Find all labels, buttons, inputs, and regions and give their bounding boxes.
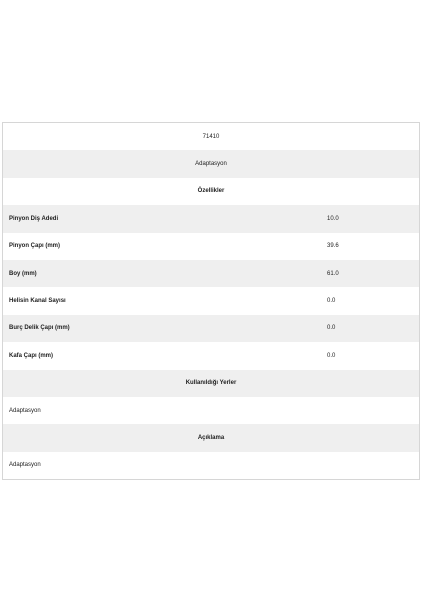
usage-text-row [3, 397, 419, 424]
spec-label: Kafa Çapı (mm) [9, 352, 54, 359]
spec-row [3, 260, 419, 287]
spec-row [3, 287, 419, 314]
spec-label: Pinyon Diş Adedi [9, 215, 59, 222]
description-text: Adaptasyon [9, 462, 41, 469]
spec-label: Helisin Kanal Sayısı [9, 298, 66, 305]
spec-row [3, 205, 419, 232]
product-subtitle: Adaptasyon [195, 161, 227, 168]
spec-label: Burç Delik Çapı (mm) [9, 325, 70, 332]
description-heading: Açıklama [197, 434, 225, 441]
usage-text: Adaptasyon [9, 407, 41, 414]
product-code-row [3, 123, 419, 150]
product-spec-table [2, 122, 420, 480]
usage-heading-row [3, 370, 419, 397]
spec-value: 61.0 [327, 270, 339, 277]
features-heading-row [3, 178, 419, 205]
product-subtitle-row [3, 150, 419, 177]
spec-value: 0.0 [327, 298, 336, 305]
product-code: 71410 [202, 133, 220, 140]
spec-row [3, 233, 419, 260]
spec-value: 10.0 [327, 215, 339, 222]
description-heading-row [3, 424, 419, 451]
spec-label: Boy (mm) [9, 270, 37, 277]
features-heading: Özellikler [197, 188, 225, 195]
spec-value: 0.0 [327, 325, 336, 332]
spec-value: 39.6 [327, 243, 339, 250]
description-text-row [3, 452, 419, 479]
spec-row [3, 315, 419, 342]
usage-heading: Kullanıldığı Yerler [185, 380, 237, 387]
spec-row [3, 342, 419, 369]
spec-label: Pinyon Çapı (mm) [9, 243, 61, 250]
spec-value: 0.0 [327, 352, 336, 359]
